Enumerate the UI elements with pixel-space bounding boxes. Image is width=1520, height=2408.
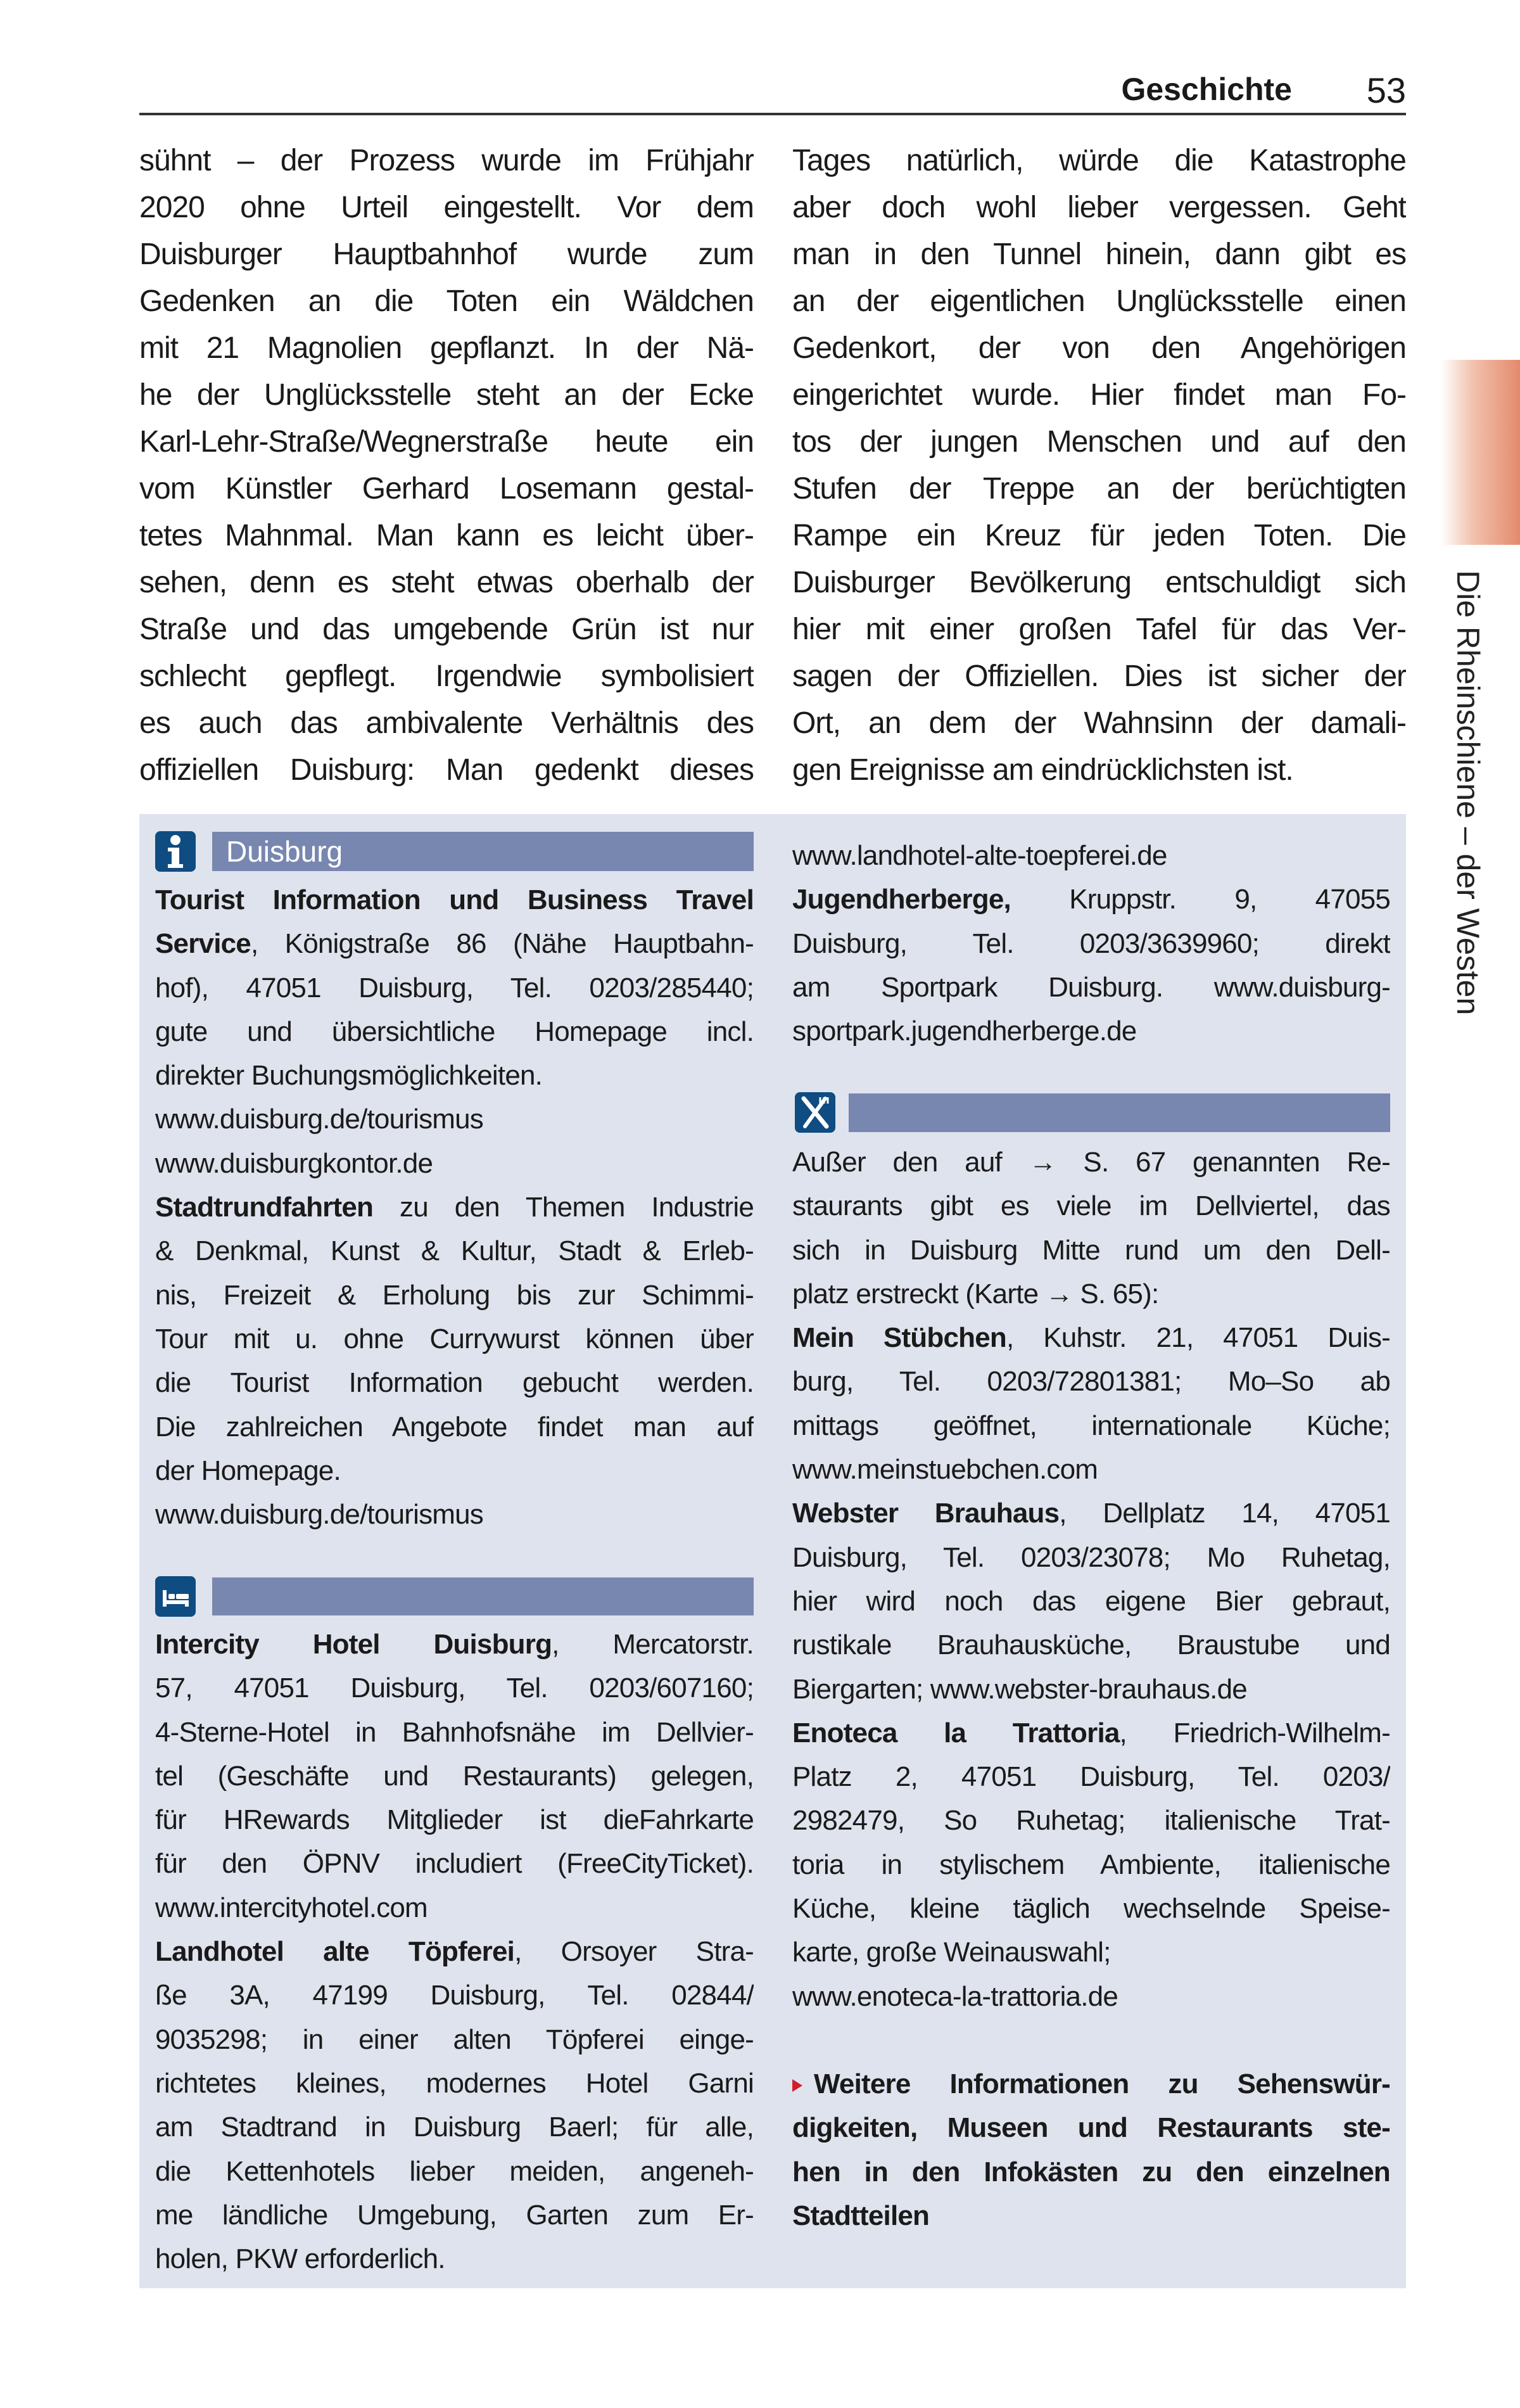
line-text: 57, 47051 Duisburg, Tel. 0203/607160; — [155, 1672, 754, 1704]
entry-name: Weitere Informationen zu Sehenswür- — [814, 2068, 1390, 2099]
header-rule — [139, 113, 1406, 115]
text-line — [792, 653, 1406, 700]
line-text: toria in stylischem Ambiente, italienische — [792, 1849, 1390, 1880]
text-line — [155, 1666, 754, 1710]
text-line — [155, 1361, 754, 1405]
text-line — [792, 1843, 1390, 1887]
line-text: eingerichtet wurde. Hier findet man Fo- — [792, 378, 1406, 412]
text-line — [139, 606, 754, 653]
entry-name: digkeiten, Museen und Restaurants ste- — [792, 2112, 1390, 2144]
text-line — [155, 1622, 754, 1666]
text-line — [155, 878, 754, 922]
entry-name: Landhotel alte Töpferei — [155, 1936, 515, 1968]
text-line — [155, 1185, 754, 1229]
line-text: Ort, an dem der Wahnsinn der damali- — [792, 706, 1406, 740]
text-line — [155, 1930, 754, 1973]
text-line — [155, 1754, 754, 1798]
info-heading: Duisburg — [212, 832, 754, 871]
line-text: , Orsoyer Stra- — [514, 1936, 754, 1968]
line-text: nis, Freizeit & Erholung bis zur Schimmi- — [155, 1279, 754, 1311]
hotel-list — [155, 1622, 754, 2281]
text-line — [792, 513, 1406, 559]
accommodation-heading-bar — [212, 1577, 754, 1615]
text-line — [792, 184, 1406, 231]
line-text: 2020 ohne Urteil eingestellt. Vor dem — [139, 191, 754, 224]
text-line — [792, 325, 1406, 372]
text-line — [155, 1886, 754, 1930]
line-text: , Königstraße 86 (Nähe Hauptbahn- — [250, 928, 754, 960]
text-line — [139, 653, 754, 700]
line-text: Platz 2, 47051 Duisburg, Tel. 0203/ — [792, 1761, 1390, 1793]
text-line — [792, 372, 1406, 419]
line-text: richtetes kleines, modernes Hotel Garni — [155, 2067, 754, 2099]
line-text: tetes Mahnmal. Man kann es leicht über- — [139, 519, 754, 552]
line-text: Gedenkort, der von den Angehörigen — [792, 331, 1406, 365]
text-line — [792, 1360, 1390, 1403]
entry-name: Tourist Information und Business Travel — [155, 884, 754, 915]
line-text: hier mit einer großen Tafel für das Ver- — [792, 613, 1406, 646]
running-header-section: Geschichte — [1121, 72, 1292, 107]
line-text: 9035298; in einer alten Töpferei einge- — [155, 2023, 754, 2055]
line-text: sühnt – der Prozess wurde im Frühjahr — [139, 144, 754, 177]
line-text: me ländliche Umgebung, Garten zum Er- — [155, 2199, 754, 2231]
entry-name: Service — [155, 928, 251, 960]
text-line — [792, 1272, 1390, 1316]
text-line — [792, 1404, 1390, 1448]
entry-name: Stadtrundfahrten — [155, 1192, 374, 1223]
tourist-info-list — [155, 878, 754, 1536]
text-line — [139, 184, 754, 231]
entry-name: Stadtteilen — [792, 2200, 930, 2231]
text-line — [155, 966, 754, 1010]
entry-name: Intercity Hotel Duisburg — [155, 1629, 552, 1660]
line-text: www.landhotel-alte-toepferei.de — [792, 840, 1167, 871]
info-icon — [155, 831, 196, 872]
line-text: Duisburg, Tel. 0203/3639960; direkt — [792, 927, 1390, 959]
text-line — [792, 278, 1406, 325]
text-line — [792, 606, 1406, 653]
line-text: gen Ereignisse am eindrücklichsten ist. — [792, 753, 1293, 787]
line-text: Duisburg, Tel. 0203/23078; Mo Ruhetag, — [792, 1541, 1390, 1573]
line-text: hier wird noch das eigene Bier gebraut, — [792, 1585, 1390, 1617]
line-text: hof), 47051 Duisburg, Tel. 0203/285440; — [155, 972, 754, 1003]
text-line — [155, 1229, 754, 1273]
restaurant-list — [792, 1140, 1390, 2018]
line-text: Außer den auf → S. 67 genannten Re- — [792, 1147, 1390, 1178]
text-line — [792, 1623, 1390, 1667]
line-text: tel (Geschäfte und Restaurants) gelegen, — [155, 1760, 754, 1792]
line-text: 4-Sterne-Hotel in Bahnhofsnähe im Dellvier- — [155, 1716, 754, 1748]
line-text: es auch das ambivalente Verhältnis des — [139, 706, 754, 740]
hotel-list-continued — [792, 834, 1390, 1053]
line-text: burg, Tel. 0203/72801381; Mo–So ab — [792, 1366, 1390, 1398]
text-line — [792, 1184, 1390, 1228]
text-line — [155, 2105, 754, 2149]
text-line — [792, 2062, 1390, 2106]
entry-name: Jugendherberge, — [792, 884, 1011, 915]
text-line — [139, 466, 754, 513]
text-line — [792, 1316, 1390, 1360]
text-line — [155, 1097, 754, 1141]
line-text: Tages natürlich, würde die Katastrophe — [792, 144, 1406, 177]
text-line — [139, 372, 754, 419]
text-line — [792, 466, 1406, 513]
line-text: sich in Duisburg Mitte rund um den Dell- — [792, 1234, 1390, 1266]
line-text: am Sportpark Duisburg. www.duisburg- — [792, 971, 1390, 1003]
text-line — [792, 1799, 1390, 1842]
text-line — [792, 1975, 1390, 2018]
line-text: , Dellplatz 14, 47051 — [1059, 1498, 1390, 1529]
line-text: am Stadtrand in Duisburg Baerl; für alle, — [155, 2112, 754, 2143]
text-line — [155, 1842, 754, 1885]
line-text: Duisburger Hauptbahnhof wurde zum — [139, 238, 754, 271]
line-text: für den ÖPNV includiert (FreeCityTicket). — [155, 1848, 754, 1880]
text-line — [792, 700, 1406, 747]
line-text: Karl-Lehr-Straße/Wegnerstraße heute ein — [139, 425, 754, 459]
chapter-label: Die Rheinschiene – der Westen — [1450, 570, 1486, 1016]
line-text: , Kuhstr. 21, 47051 Duis- — [1006, 1322, 1390, 1354]
line-text: www.intercityhotel.com — [155, 1892, 428, 1923]
line-text: platz erstreckt (Karte → S. 65): — [792, 1278, 1159, 1309]
text-line — [155, 1405, 754, 1449]
text-line — [155, 1317, 754, 1361]
line-text: sagen der Offiziellen. Dies ist sicher der — [792, 659, 1406, 693]
text-line — [155, 1054, 754, 1097]
entry-name: Webster Brauhaus — [792, 1498, 1060, 1529]
line-text: staurants gibt es viele im Dellviertel, das — [792, 1190, 1390, 1222]
text-line — [155, 1493, 754, 1536]
line-text: tos der jungen Menschen und auf den — [792, 425, 1406, 459]
text-line — [792, 1009, 1390, 1053]
text-line — [139, 513, 754, 559]
text-line — [792, 1930, 1390, 1974]
text-line — [155, 1273, 754, 1317]
line-text: holen, PKW erforderlich. — [155, 2243, 445, 2275]
line-text: karte, große Weinauswahl; — [792, 1937, 1111, 1968]
line-text: Die zahlreichen Angebote findet man auf — [155, 1411, 754, 1443]
bullet-triangle-icon — [792, 2079, 802, 2092]
line-text: Kruppstr. 9, 47055 — [1010, 884, 1390, 915]
text-line — [792, 1228, 1390, 1272]
text-line — [792, 877, 1390, 921]
text-line — [155, 922, 754, 965]
text-line — [792, 747, 1406, 794]
text-line — [139, 419, 754, 466]
line-text: sehen, denn es steht etwas oberhalb der — [139, 566, 754, 599]
text-line — [792, 1887, 1390, 1930]
text-line — [792, 137, 1406, 184]
line-text: & Denkmal, Kunst & Kultur, Stadt & Erleb- — [155, 1235, 754, 1267]
text-line — [792, 1755, 1390, 1799]
text-line — [792, 1491, 1390, 1535]
text-line — [792, 1579, 1390, 1623]
body-column-left — [139, 137, 754, 794]
body-column-right — [792, 137, 1406, 794]
line-text: an der eigentlichen Unglücksstelle einen — [792, 284, 1406, 318]
line-text: Rampe ein Kreuz für jeden Toten. Die — [792, 519, 1406, 552]
line-text: , Mercatorstr. — [552, 1629, 754, 1660]
line-text: Tour mit u. ohne Currywurst können über — [155, 1323, 754, 1354]
text-line — [792, 965, 1390, 1009]
line-text: schlecht gepflegt. Irgendwie symbolisiert — [139, 659, 754, 693]
line-text: man in den Tunnel hinein, dann gibt es — [792, 238, 1406, 271]
text-line — [792, 231, 1406, 278]
text-line — [139, 325, 754, 372]
page-number: 53 — [1366, 70, 1406, 110]
line-text: die Tourist Information gebucht werden. — [155, 1367, 754, 1399]
line-text: Straße und das umgebende Grün ist nur — [139, 613, 754, 646]
text-line — [155, 1142, 754, 1185]
text-line — [139, 700, 754, 747]
entry-name: hen in den Infokästen zu den einzelnen — [792, 2156, 1390, 2188]
line-text: für HRewards Mitglieder ist dieFahrkarte — [155, 1804, 754, 1836]
text-line — [155, 2061, 754, 2105]
more-info-note — [792, 2062, 1390, 2238]
line-text: gute und übersichtliche Homepage incl. — [155, 1016, 754, 1047]
text-line — [792, 1140, 1390, 1184]
line-text: Duisburger Bevölkerung entschuldigt sich — [792, 566, 1406, 599]
line-text: ße 3A, 47199 Duisburg, Tel. 02844/ — [155, 1980, 754, 2011]
line-text: mittags geöffnet, internationale Küche; — [792, 1410, 1390, 1441]
text-line — [139, 231, 754, 278]
text-line — [139, 278, 754, 325]
text-line — [155, 1449, 754, 1493]
entry-name: Enoteca la Trattoria — [792, 1717, 1120, 1749]
line-text: www.duisburg.de/tourismus — [155, 1499, 484, 1531]
text-line — [792, 2194, 1390, 2238]
text-line — [155, 2237, 754, 2281]
text-line — [155, 2193, 754, 2237]
line-text: Stufen der Treppe an der berüchtigten — [792, 472, 1406, 506]
line-text: he der Unglücksstelle steht an der Ecke — [139, 378, 754, 412]
line-text: www.meinstuebchen.com — [792, 1454, 1098, 1486]
text-line — [155, 2150, 754, 2193]
text-line — [792, 834, 1390, 877]
text-line — [792, 1536, 1390, 1579]
text-line — [139, 559, 754, 606]
text-line — [792, 2150, 1390, 2194]
bed-icon — [155, 1576, 196, 1617]
text-line — [155, 1010, 754, 1054]
line-text: sportpark.jugendherberge.de — [792, 1016, 1137, 1047]
line-text: , Friedrich-Wilhelm- — [1119, 1717, 1390, 1749]
line-text: der Homepage. — [155, 1455, 341, 1486]
text-line — [155, 1710, 754, 1754]
line-text: 2982479, So Ruhetag; italienische Trat- — [792, 1805, 1390, 1837]
text-line — [155, 1973, 754, 2017]
text-line — [792, 922, 1390, 965]
text-line — [792, 1448, 1390, 1491]
line-text: www.enoteca-la-trattoria.de — [792, 1980, 1118, 2012]
line-text: direkter Buchungsmöglichkeiten. — [155, 1060, 543, 1092]
entry-name: Mein Stübchen — [792, 1322, 1006, 1354]
text-line — [792, 1667, 1390, 1711]
text-line — [792, 419, 1406, 466]
line-text: die Kettenhotels lieber meiden, angeneh- — [155, 2155, 754, 2187]
text-line — [792, 559, 1406, 606]
text-line — [155, 1798, 754, 1842]
line-text: Biergarten; www.webster-brauhaus.de — [792, 1673, 1247, 1705]
line-text: aber doch wohl lieber vergessen. Geht — [792, 191, 1406, 224]
line-text: www.duisburg.de/tourismus — [155, 1104, 484, 1135]
chapter-tab — [1441, 360, 1520, 545]
line-text: rustikale Brauhausküche, Braustube und — [792, 1629, 1390, 1661]
line-text: Küche, kleine täglich wechselnde Speise- — [792, 1893, 1390, 1925]
line-text: offiziellen Duisburg: Man gedenkt dieses — [139, 753, 754, 787]
text-line — [155, 2018, 754, 2061]
text-line — [139, 137, 754, 184]
text-line — [792, 1711, 1390, 1755]
line-text: vom Künstler Gerhard Losemann gestal- — [139, 472, 754, 506]
line-text: mit 21 Magnolien gepflanzt. In der Nä- — [139, 331, 754, 365]
cutlery-icon — [795, 1092, 835, 1133]
line-text: zu den Themen Industrie — [373, 1192, 754, 1223]
text-line — [792, 2106, 1390, 2150]
text-line — [139, 747, 754, 794]
line-text: Gedenken an die Toten ein Wäldchen — [139, 284, 754, 318]
line-text: www.duisburgkontor.de — [155, 1147, 433, 1179]
restaurants-heading-bar — [849, 1093, 1390, 1132]
